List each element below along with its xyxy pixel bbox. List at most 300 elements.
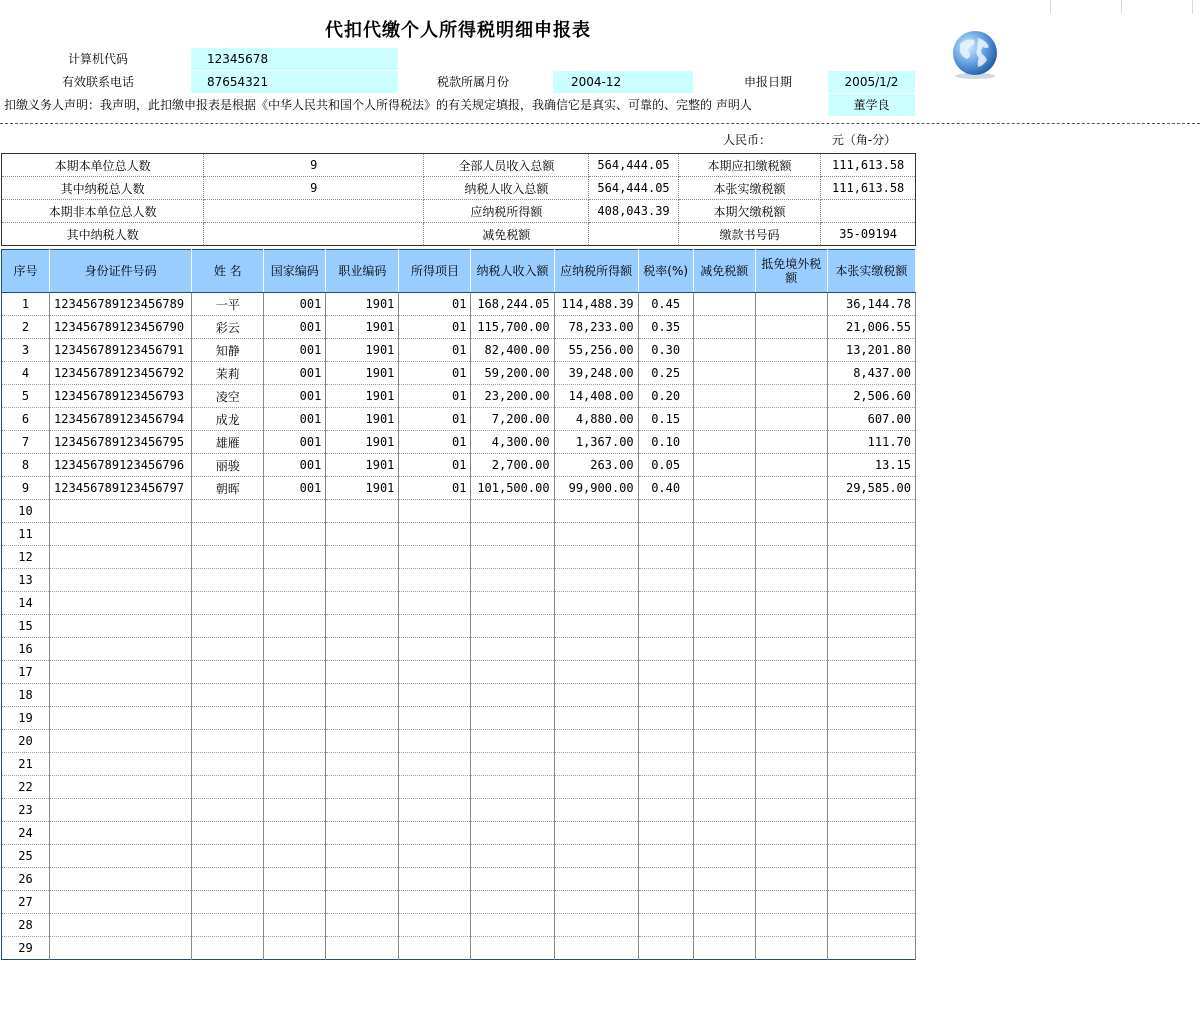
table-cell[interactable]: 01: [399, 362, 471, 385]
table-cell[interactable]: [693, 477, 755, 500]
summary-value[interactable]: 111,613.58: [821, 154, 916, 177]
table-cell[interactable]: [554, 776, 638, 799]
table-cell[interactable]: [827, 891, 915, 914]
table-cell[interactable]: 168,244.05: [471, 293, 554, 316]
table-cell[interactable]: [755, 546, 827, 569]
table-cell[interactable]: 朝晖: [192, 477, 264, 500]
table-cell[interactable]: [638, 753, 693, 776]
table-cell[interactable]: 263.00: [554, 454, 638, 477]
summary-value[interactable]: [204, 223, 424, 246]
table-cell[interactable]: [638, 592, 693, 615]
table-cell[interactable]: [554, 937, 638, 960]
table-cell[interactable]: [471, 822, 554, 845]
table-cell[interactable]: 001: [264, 293, 326, 316]
table-cell[interactable]: [264, 500, 326, 523]
summary-value[interactable]: [589, 223, 678, 246]
table-cell[interactable]: 123456789123456789: [50, 293, 192, 316]
table-cell[interactable]: [693, 868, 755, 891]
table-cell[interactable]: [693, 316, 755, 339]
table-cell[interactable]: [638, 523, 693, 546]
table-cell[interactable]: [192, 937, 264, 960]
table-cell[interactable]: [264, 615, 326, 638]
table-cell[interactable]: [755, 914, 827, 937]
table-cell[interactable]: 1901: [326, 431, 399, 454]
table-cell[interactable]: [192, 776, 264, 799]
summary-value[interactable]: 9: [204, 177, 424, 200]
table-cell[interactable]: [399, 684, 471, 707]
table-cell[interactable]: [693, 661, 755, 684]
table-cell[interactable]: [264, 914, 326, 937]
table-cell[interactable]: 55,256.00: [554, 339, 638, 362]
table-cell[interactable]: [264, 799, 326, 822]
table-cell[interactable]: [50, 776, 192, 799]
table-cell[interactable]: [693, 776, 755, 799]
table-cell[interactable]: [264, 638, 326, 661]
table-cell[interactable]: [554, 822, 638, 845]
declarant-field[interactable]: 董学良: [828, 94, 915, 116]
table-cell[interactable]: [693, 431, 755, 454]
table-cell[interactable]: [264, 822, 326, 845]
table-cell[interactable]: [554, 891, 638, 914]
table-cell[interactable]: [326, 661, 399, 684]
table-cell[interactable]: [638, 684, 693, 707]
table-cell[interactable]: [399, 615, 471, 638]
table-cell[interactable]: 0.05: [638, 454, 693, 477]
table-cell[interactable]: 114,488.39: [554, 293, 638, 316]
table-cell[interactable]: 0.15: [638, 408, 693, 431]
table-cell[interactable]: [638, 776, 693, 799]
table-cell[interactable]: 001: [264, 385, 326, 408]
table-cell[interactable]: 82,400.00: [471, 339, 554, 362]
table-cell[interactable]: [399, 891, 471, 914]
table-cell[interactable]: [264, 868, 326, 891]
table-cell[interactable]: [326, 914, 399, 937]
table-cell[interactable]: [192, 730, 264, 753]
table-cell[interactable]: 2,700.00: [471, 454, 554, 477]
table-cell[interactable]: [192, 638, 264, 661]
table-cell[interactable]: [192, 891, 264, 914]
table-cell[interactable]: [693, 914, 755, 937]
table-cell[interactable]: 2,506.60: [827, 385, 915, 408]
table-cell[interactable]: [399, 661, 471, 684]
table-cell[interactable]: [693, 684, 755, 707]
table-cell[interactable]: 成龙: [192, 408, 264, 431]
table-cell[interactable]: [693, 569, 755, 592]
table-cell[interactable]: [693, 546, 755, 569]
table-cell[interactable]: [399, 845, 471, 868]
table-cell[interactable]: [755, 776, 827, 799]
table-cell[interactable]: [264, 937, 326, 960]
table-cell[interactable]: [554, 500, 638, 523]
table-cell[interactable]: [638, 891, 693, 914]
table-cell[interactable]: [192, 500, 264, 523]
table-cell[interactable]: [50, 638, 192, 661]
table-cell[interactable]: [755, 891, 827, 914]
table-cell[interactable]: [471, 707, 554, 730]
table-cell[interactable]: [755, 753, 827, 776]
table-cell[interactable]: [827, 914, 915, 937]
table-cell[interactable]: [755, 477, 827, 500]
table-cell[interactable]: [264, 776, 326, 799]
table-cell[interactable]: [50, 845, 192, 868]
table-cell[interactable]: 14,408.00: [554, 385, 638, 408]
table-cell[interactable]: [638, 845, 693, 868]
table-cell[interactable]: [827, 500, 915, 523]
table-cell[interactable]: [471, 615, 554, 638]
table-cell[interactable]: [755, 937, 827, 960]
table-cell[interactable]: [399, 569, 471, 592]
table-cell[interactable]: [638, 546, 693, 569]
table-cell[interactable]: [471, 868, 554, 891]
table-cell[interactable]: [554, 546, 638, 569]
table-cell[interactable]: [471, 730, 554, 753]
table-cell[interactable]: 8,437.00: [827, 362, 915, 385]
table-cell[interactable]: 凌空: [192, 385, 264, 408]
table-cell[interactable]: 123456789123456791: [50, 339, 192, 362]
table-cell[interactable]: 123456789123456794: [50, 408, 192, 431]
table-cell[interactable]: [755, 431, 827, 454]
table-cell[interactable]: [192, 914, 264, 937]
table-cell[interactable]: [827, 730, 915, 753]
summary-value[interactable]: 111,613.58: [821, 177, 916, 200]
table-cell[interactable]: 1901: [326, 454, 399, 477]
table-cell[interactable]: [755, 454, 827, 477]
table-cell[interactable]: 01: [399, 339, 471, 362]
table-cell[interactable]: [471, 753, 554, 776]
table-cell[interactable]: 0.35: [638, 316, 693, 339]
table-cell[interactable]: [264, 569, 326, 592]
table-cell[interactable]: 0.25: [638, 362, 693, 385]
table-cell[interactable]: 0.40: [638, 477, 693, 500]
table-cell[interactable]: [50, 891, 192, 914]
table-cell[interactable]: [326, 799, 399, 822]
table-cell[interactable]: 001: [264, 454, 326, 477]
table-cell[interactable]: 001: [264, 339, 326, 362]
table-cell[interactable]: [693, 385, 755, 408]
table-cell[interactable]: [638, 615, 693, 638]
table-cell[interactable]: 1901: [326, 408, 399, 431]
table-cell[interactable]: 36,144.78: [827, 293, 915, 316]
table-cell[interactable]: [638, 937, 693, 960]
table-cell[interactable]: [755, 799, 827, 822]
table-cell[interactable]: [755, 316, 827, 339]
table-cell[interactable]: [693, 845, 755, 868]
table-cell[interactable]: [399, 822, 471, 845]
table-cell[interactable]: [554, 753, 638, 776]
table-cell[interactable]: [399, 523, 471, 546]
table-cell[interactable]: [638, 822, 693, 845]
table-cell[interactable]: [192, 523, 264, 546]
table-cell[interactable]: [693, 523, 755, 546]
table-cell[interactable]: [827, 684, 915, 707]
table-cell[interactable]: [50, 799, 192, 822]
table-cell[interactable]: 7,200.00: [471, 408, 554, 431]
table-cell[interactable]: [192, 569, 264, 592]
table-cell[interactable]: [755, 845, 827, 868]
table-cell[interactable]: [827, 638, 915, 661]
tax-month-field[interactable]: 2004-12: [553, 71, 693, 93]
table-cell[interactable]: [326, 822, 399, 845]
table-cell[interactable]: [827, 937, 915, 960]
table-cell[interactable]: [326, 592, 399, 615]
table-cell[interactable]: [326, 776, 399, 799]
table-cell[interactable]: [192, 684, 264, 707]
table-cell[interactable]: [192, 592, 264, 615]
table-cell[interactable]: [50, 914, 192, 937]
table-cell[interactable]: [638, 661, 693, 684]
table-cell[interactable]: [399, 868, 471, 891]
summary-value[interactable]: 564,444.05: [589, 154, 678, 177]
table-cell[interactable]: [755, 408, 827, 431]
table-cell[interactable]: [192, 753, 264, 776]
table-cell[interactable]: [755, 615, 827, 638]
table-cell[interactable]: [827, 868, 915, 891]
table-cell[interactable]: [399, 914, 471, 937]
table-cell[interactable]: [554, 569, 638, 592]
table-cell[interactable]: [827, 822, 915, 845]
table-cell[interactable]: 01: [399, 385, 471, 408]
table-cell[interactable]: [471, 914, 554, 937]
table-cell[interactable]: 13.15: [827, 454, 915, 477]
table-cell[interactable]: [471, 546, 554, 569]
table-cell[interactable]: 123456789123456796: [50, 454, 192, 477]
table-cell[interactable]: 0.30: [638, 339, 693, 362]
summary-value[interactable]: 408,043.39: [589, 200, 678, 223]
table-cell[interactable]: 1901: [326, 293, 399, 316]
table-cell[interactable]: [755, 684, 827, 707]
table-cell[interactable]: [471, 891, 554, 914]
table-cell[interactable]: [264, 592, 326, 615]
table-cell[interactable]: [192, 615, 264, 638]
table-cell[interactable]: [399, 753, 471, 776]
table-cell[interactable]: [50, 661, 192, 684]
table-cell[interactable]: [399, 799, 471, 822]
table-cell[interactable]: [50, 937, 192, 960]
table-cell[interactable]: [471, 776, 554, 799]
table-cell[interactable]: [755, 592, 827, 615]
table-cell[interactable]: 101,500.00: [471, 477, 554, 500]
table-cell[interactable]: 23,200.00: [471, 385, 554, 408]
table-cell[interactable]: 78,233.00: [554, 316, 638, 339]
table-cell[interactable]: 123456789123456793: [50, 385, 192, 408]
table-cell[interactable]: [693, 408, 755, 431]
table-cell[interactable]: [638, 730, 693, 753]
table-cell[interactable]: 1901: [326, 385, 399, 408]
table-cell[interactable]: [326, 937, 399, 960]
table-cell[interactable]: [192, 845, 264, 868]
table-cell[interactable]: 彩云: [192, 316, 264, 339]
table-cell[interactable]: [755, 569, 827, 592]
table-cell[interactable]: 123456789123456790: [50, 316, 192, 339]
table-cell[interactable]: [50, 822, 192, 845]
table-cell[interactable]: 59,200.00: [471, 362, 554, 385]
table-cell[interactable]: [326, 753, 399, 776]
table-cell[interactable]: [554, 799, 638, 822]
table-cell[interactable]: [638, 707, 693, 730]
table-cell[interactable]: [755, 661, 827, 684]
table-cell[interactable]: 123456789123456795: [50, 431, 192, 454]
table-cell[interactable]: [693, 799, 755, 822]
table-cell[interactable]: [693, 293, 755, 316]
table-cell[interactable]: [693, 362, 755, 385]
table-cell[interactable]: [192, 661, 264, 684]
table-cell[interactable]: [326, 868, 399, 891]
table-cell[interactable]: [264, 891, 326, 914]
table-cell[interactable]: [192, 707, 264, 730]
table-cell[interactable]: [326, 546, 399, 569]
table-cell[interactable]: [693, 339, 755, 362]
table-cell[interactable]: 01: [399, 454, 471, 477]
table-cell[interactable]: [693, 753, 755, 776]
table-cell[interactable]: [554, 592, 638, 615]
table-cell[interactable]: [399, 937, 471, 960]
table-cell[interactable]: [827, 707, 915, 730]
table-cell[interactable]: [471, 500, 554, 523]
table-cell[interactable]: [554, 638, 638, 661]
table-cell[interactable]: [693, 615, 755, 638]
table-cell[interactable]: [50, 615, 192, 638]
table-cell[interactable]: [827, 546, 915, 569]
table-cell[interactable]: [50, 523, 192, 546]
table-cell[interactable]: [755, 339, 827, 362]
table-cell[interactable]: [399, 730, 471, 753]
table-cell[interactable]: [50, 569, 192, 592]
table-cell[interactable]: 01: [399, 316, 471, 339]
table-cell[interactable]: 13,201.80: [827, 339, 915, 362]
table-cell[interactable]: [326, 891, 399, 914]
table-cell[interactable]: [755, 293, 827, 316]
table-cell[interactable]: [827, 661, 915, 684]
table-cell[interactable]: 一平: [192, 293, 264, 316]
table-cell[interactable]: [693, 454, 755, 477]
table-cell[interactable]: [399, 638, 471, 661]
table-cell[interactable]: [50, 592, 192, 615]
table-cell[interactable]: [50, 684, 192, 707]
table-cell[interactable]: [755, 362, 827, 385]
table-cell[interactable]: [399, 500, 471, 523]
table-cell[interactable]: 001: [264, 408, 326, 431]
phone-field[interactable]: 87654321: [191, 71, 398, 93]
table-cell[interactable]: [554, 707, 638, 730]
table-cell[interactable]: [755, 730, 827, 753]
table-cell[interactable]: 丽骏: [192, 454, 264, 477]
table-cell[interactable]: [326, 684, 399, 707]
table-cell[interactable]: 01: [399, 408, 471, 431]
table-cell[interactable]: [638, 569, 693, 592]
table-cell[interactable]: [827, 615, 915, 638]
table-cell[interactable]: 21,006.55: [827, 316, 915, 339]
table-cell[interactable]: [638, 868, 693, 891]
table-cell[interactable]: 607.00: [827, 408, 915, 431]
table-cell[interactable]: [50, 500, 192, 523]
table-cell[interactable]: [326, 523, 399, 546]
table-cell[interactable]: [264, 707, 326, 730]
summary-value[interactable]: 564,444.05: [589, 177, 678, 200]
table-cell[interactable]: [471, 937, 554, 960]
table-cell[interactable]: [638, 500, 693, 523]
table-cell[interactable]: [50, 707, 192, 730]
table-cell[interactable]: 0.20: [638, 385, 693, 408]
table-cell[interactable]: [554, 684, 638, 707]
table-cell[interactable]: [471, 684, 554, 707]
table-cell[interactable]: [755, 523, 827, 546]
table-cell[interactable]: 1,367.00: [554, 431, 638, 454]
table-cell[interactable]: 001: [264, 477, 326, 500]
table-cell[interactable]: [827, 753, 915, 776]
table-cell[interactable]: [471, 523, 554, 546]
table-cell[interactable]: 123456789123456797: [50, 477, 192, 500]
computer-code-field[interactable]: 12345678: [191, 48, 398, 70]
table-cell[interactable]: [192, 868, 264, 891]
table-cell[interactable]: [693, 891, 755, 914]
table-cell[interactable]: 0.45: [638, 293, 693, 316]
table-cell[interactable]: 99,900.00: [554, 477, 638, 500]
table-cell[interactable]: [471, 661, 554, 684]
table-cell[interactable]: [693, 822, 755, 845]
table-cell[interactable]: [755, 822, 827, 845]
table-cell[interactable]: 0.10: [638, 431, 693, 454]
table-cell[interactable]: [471, 592, 554, 615]
table-cell[interactable]: 111.70: [827, 431, 915, 454]
table-cell[interactable]: [755, 707, 827, 730]
table-cell[interactable]: 001: [264, 316, 326, 339]
table-cell[interactable]: [50, 868, 192, 891]
table-cell[interactable]: [693, 937, 755, 960]
table-cell[interactable]: [471, 799, 554, 822]
table-cell[interactable]: [192, 822, 264, 845]
table-cell[interactable]: [471, 845, 554, 868]
table-cell[interactable]: [554, 730, 638, 753]
table-cell[interactable]: 1901: [326, 316, 399, 339]
table-cell[interactable]: [399, 592, 471, 615]
table-cell[interactable]: [554, 914, 638, 937]
table-cell[interactable]: [264, 684, 326, 707]
table-cell[interactable]: 01: [399, 477, 471, 500]
table-cell[interactable]: [50, 753, 192, 776]
table-cell[interactable]: [554, 868, 638, 891]
table-cell[interactable]: [264, 523, 326, 546]
table-cell[interactable]: [399, 707, 471, 730]
table-cell[interactable]: [399, 546, 471, 569]
table-cell[interactable]: 1901: [326, 362, 399, 385]
table-cell[interactable]: 知静: [192, 339, 264, 362]
table-cell[interactable]: 123456789123456792: [50, 362, 192, 385]
report-date-field[interactable]: 2005/1/2: [828, 71, 915, 93]
table-cell[interactable]: [192, 799, 264, 822]
table-cell[interactable]: [638, 914, 693, 937]
table-cell[interactable]: [693, 500, 755, 523]
table-cell[interactable]: [264, 730, 326, 753]
table-cell[interactable]: [827, 523, 915, 546]
table-cell[interactable]: [693, 707, 755, 730]
table-cell[interactable]: 115,700.00: [471, 316, 554, 339]
table-cell[interactable]: [264, 845, 326, 868]
table-cell[interactable]: [471, 569, 554, 592]
table-cell[interactable]: [326, 845, 399, 868]
summary-value[interactable]: 35-09194: [821, 223, 916, 246]
table-cell[interactable]: [554, 661, 638, 684]
table-cell[interactable]: [471, 638, 554, 661]
table-cell[interactable]: 01: [399, 293, 471, 316]
table-cell[interactable]: [827, 799, 915, 822]
table-cell[interactable]: [755, 385, 827, 408]
table-cell[interactable]: [755, 868, 827, 891]
table-cell[interactable]: [264, 661, 326, 684]
table-cell[interactable]: 39,248.00: [554, 362, 638, 385]
table-cell[interactable]: [399, 776, 471, 799]
table-cell[interactable]: [554, 523, 638, 546]
table-cell[interactable]: 29,585.00: [827, 477, 915, 500]
